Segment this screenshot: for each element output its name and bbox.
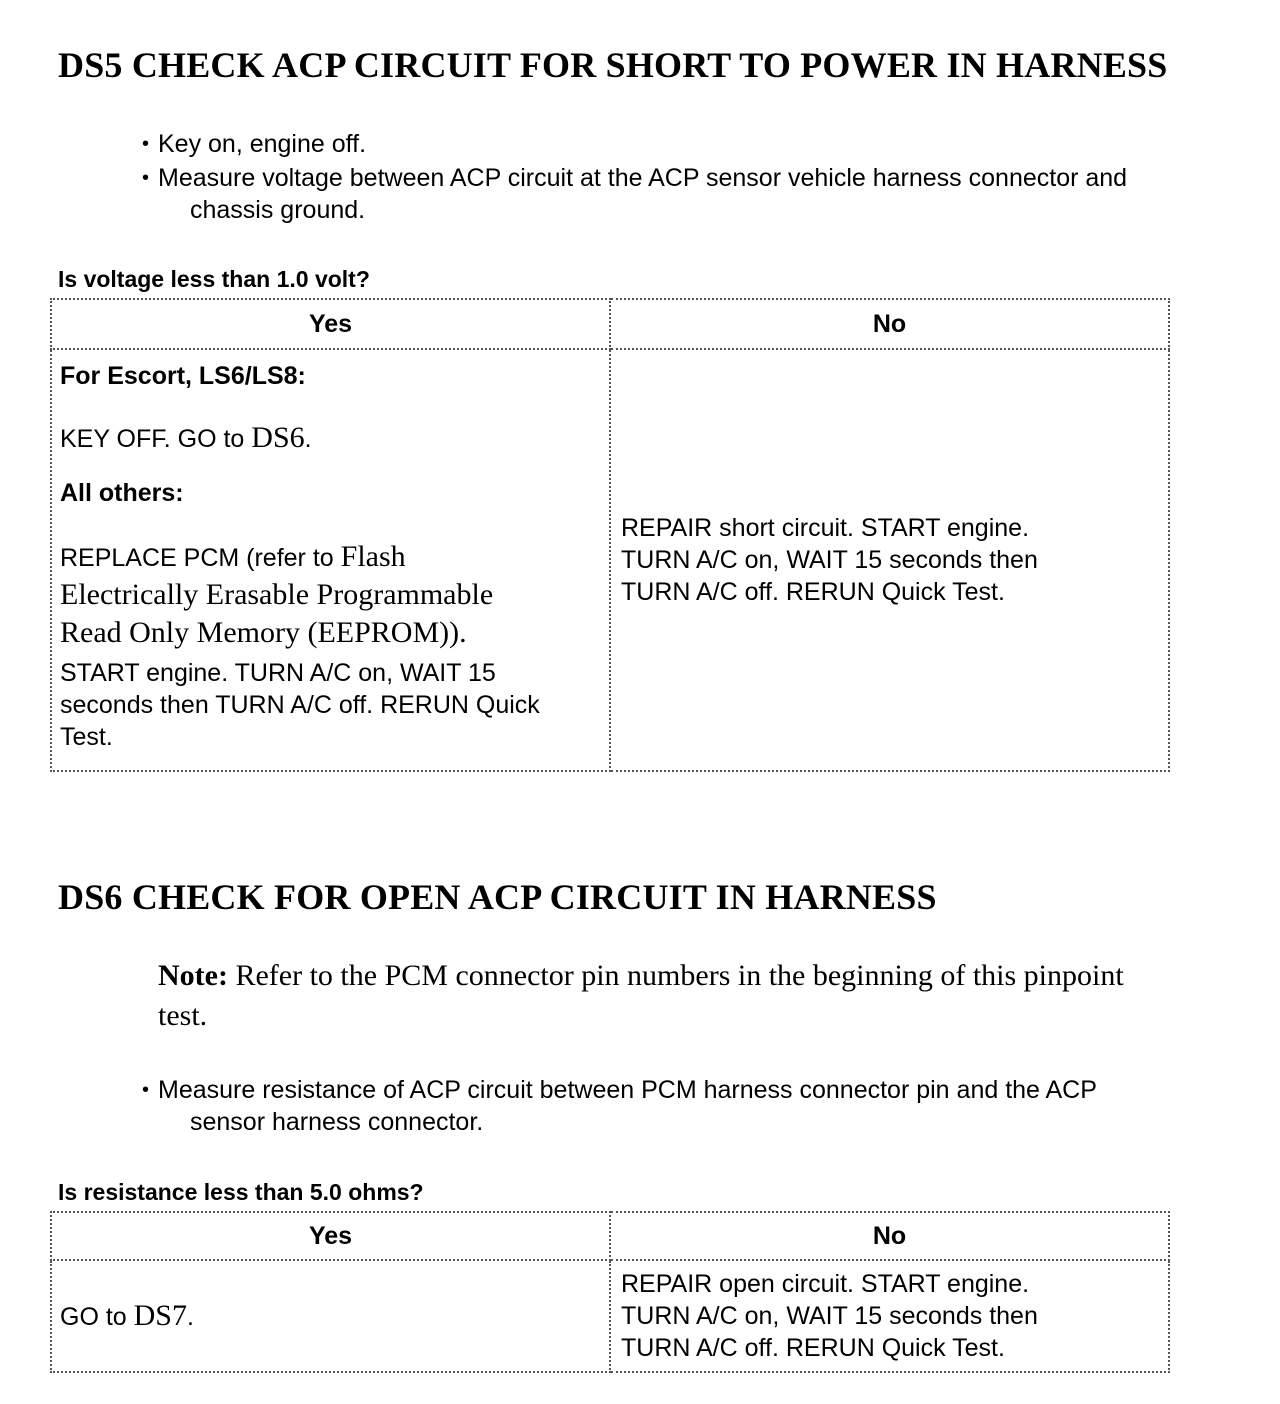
ds5-result-table <box>50 298 1170 772</box>
escort-action: KEY OFF. GO to DS6. <box>60 421 312 454</box>
ds6-step-1-cont: sensor harness connector. <box>190 1108 484 1136</box>
note-label: Note: <box>158 959 228 992</box>
ds6-note: Note: Refer to the PCM connector pin numbers in the beginning of this pinpoint <box>158 959 1124 992</box>
replace-pcm-instruction: REPLACE PCM (refer to Flash Electrically Erasable Programmable Read Only Memory (EEPROM)). START engine. TURN A/C on, WAIT 15 seconds then TURN A/C off. RERUN Quick Test. <box>60 539 601 753</box>
ds5-question: Is voltage less than 1.0 volt? <box>58 266 370 292</box>
eeprom-link-line3[interactable]: Read Only Memory (EEPROM) <box>60 616 450 649</box>
ds6-step-1: • Measure resistance of ACP circuit between PCM harness connector pin and the ACP <box>158 1074 1097 1107</box>
eeprom-link[interactable]: Flash <box>340 540 406 573</box>
ds6-result-table <box>50 1211 1170 1373</box>
yes-cell <box>51 1260 610 1372</box>
ds6-heading: DS6 CHECK FOR OPEN ACP CIRCUIT IN HARNESS <box>58 877 937 917</box>
ds6-question: Is resistance less than 5.0 ohms? <box>58 1179 424 1205</box>
ds7-link[interactable]: DS7 <box>133 1298 187 1332</box>
no-cell: REPAIR short circuit. START engine. TURN A/C on, WAIT 15 seconds then TURN A/C off. RERUN Quick Test. <box>610 349 1169 771</box>
ds6-note-cont: test. <box>158 999 208 1032</box>
eeprom-link-line2[interactable]: Electrically Erasable Programmable <box>60 578 494 611</box>
bullet-icon: • <box>142 133 150 155</box>
ds5-step-2-cont: chassis ground. <box>190 196 366 224</box>
others-label: All others: <box>60 479 184 507</box>
bullet-icon: • <box>142 167 150 189</box>
ds5-step-1: • Key on, engine off. <box>158 128 366 161</box>
bullet-icon: • <box>142 1079 150 1101</box>
yes-cell <box>51 349 610 771</box>
escort-label: For Escort, LS6/LS8: <box>60 362 306 390</box>
no-header: No <box>610 299 1169 349</box>
ds6-link[interactable]: DS6 <box>251 421 305 454</box>
yes-header: Yes <box>51 1212 610 1260</box>
yes-header: Yes <box>51 299 610 349</box>
ds5-step-2: • Measure voltage between ACP circuit at the ACP sensor vehicle harness connector and <box>158 162 1127 195</box>
no-header: No <box>610 1212 1169 1260</box>
ds5-heading: DS5 CHECK ACP CIRCUIT FOR SHORT TO POWER IN HARNESS <box>58 45 1168 85</box>
no-cell: REPAIR open circuit. START engine. TURN A/C on, WAIT 15 seconds then TURN A/C off. RERUN Quick Test. <box>610 1260 1169 1372</box>
goto-ds7: GO to DS7. <box>60 1298 194 1332</box>
